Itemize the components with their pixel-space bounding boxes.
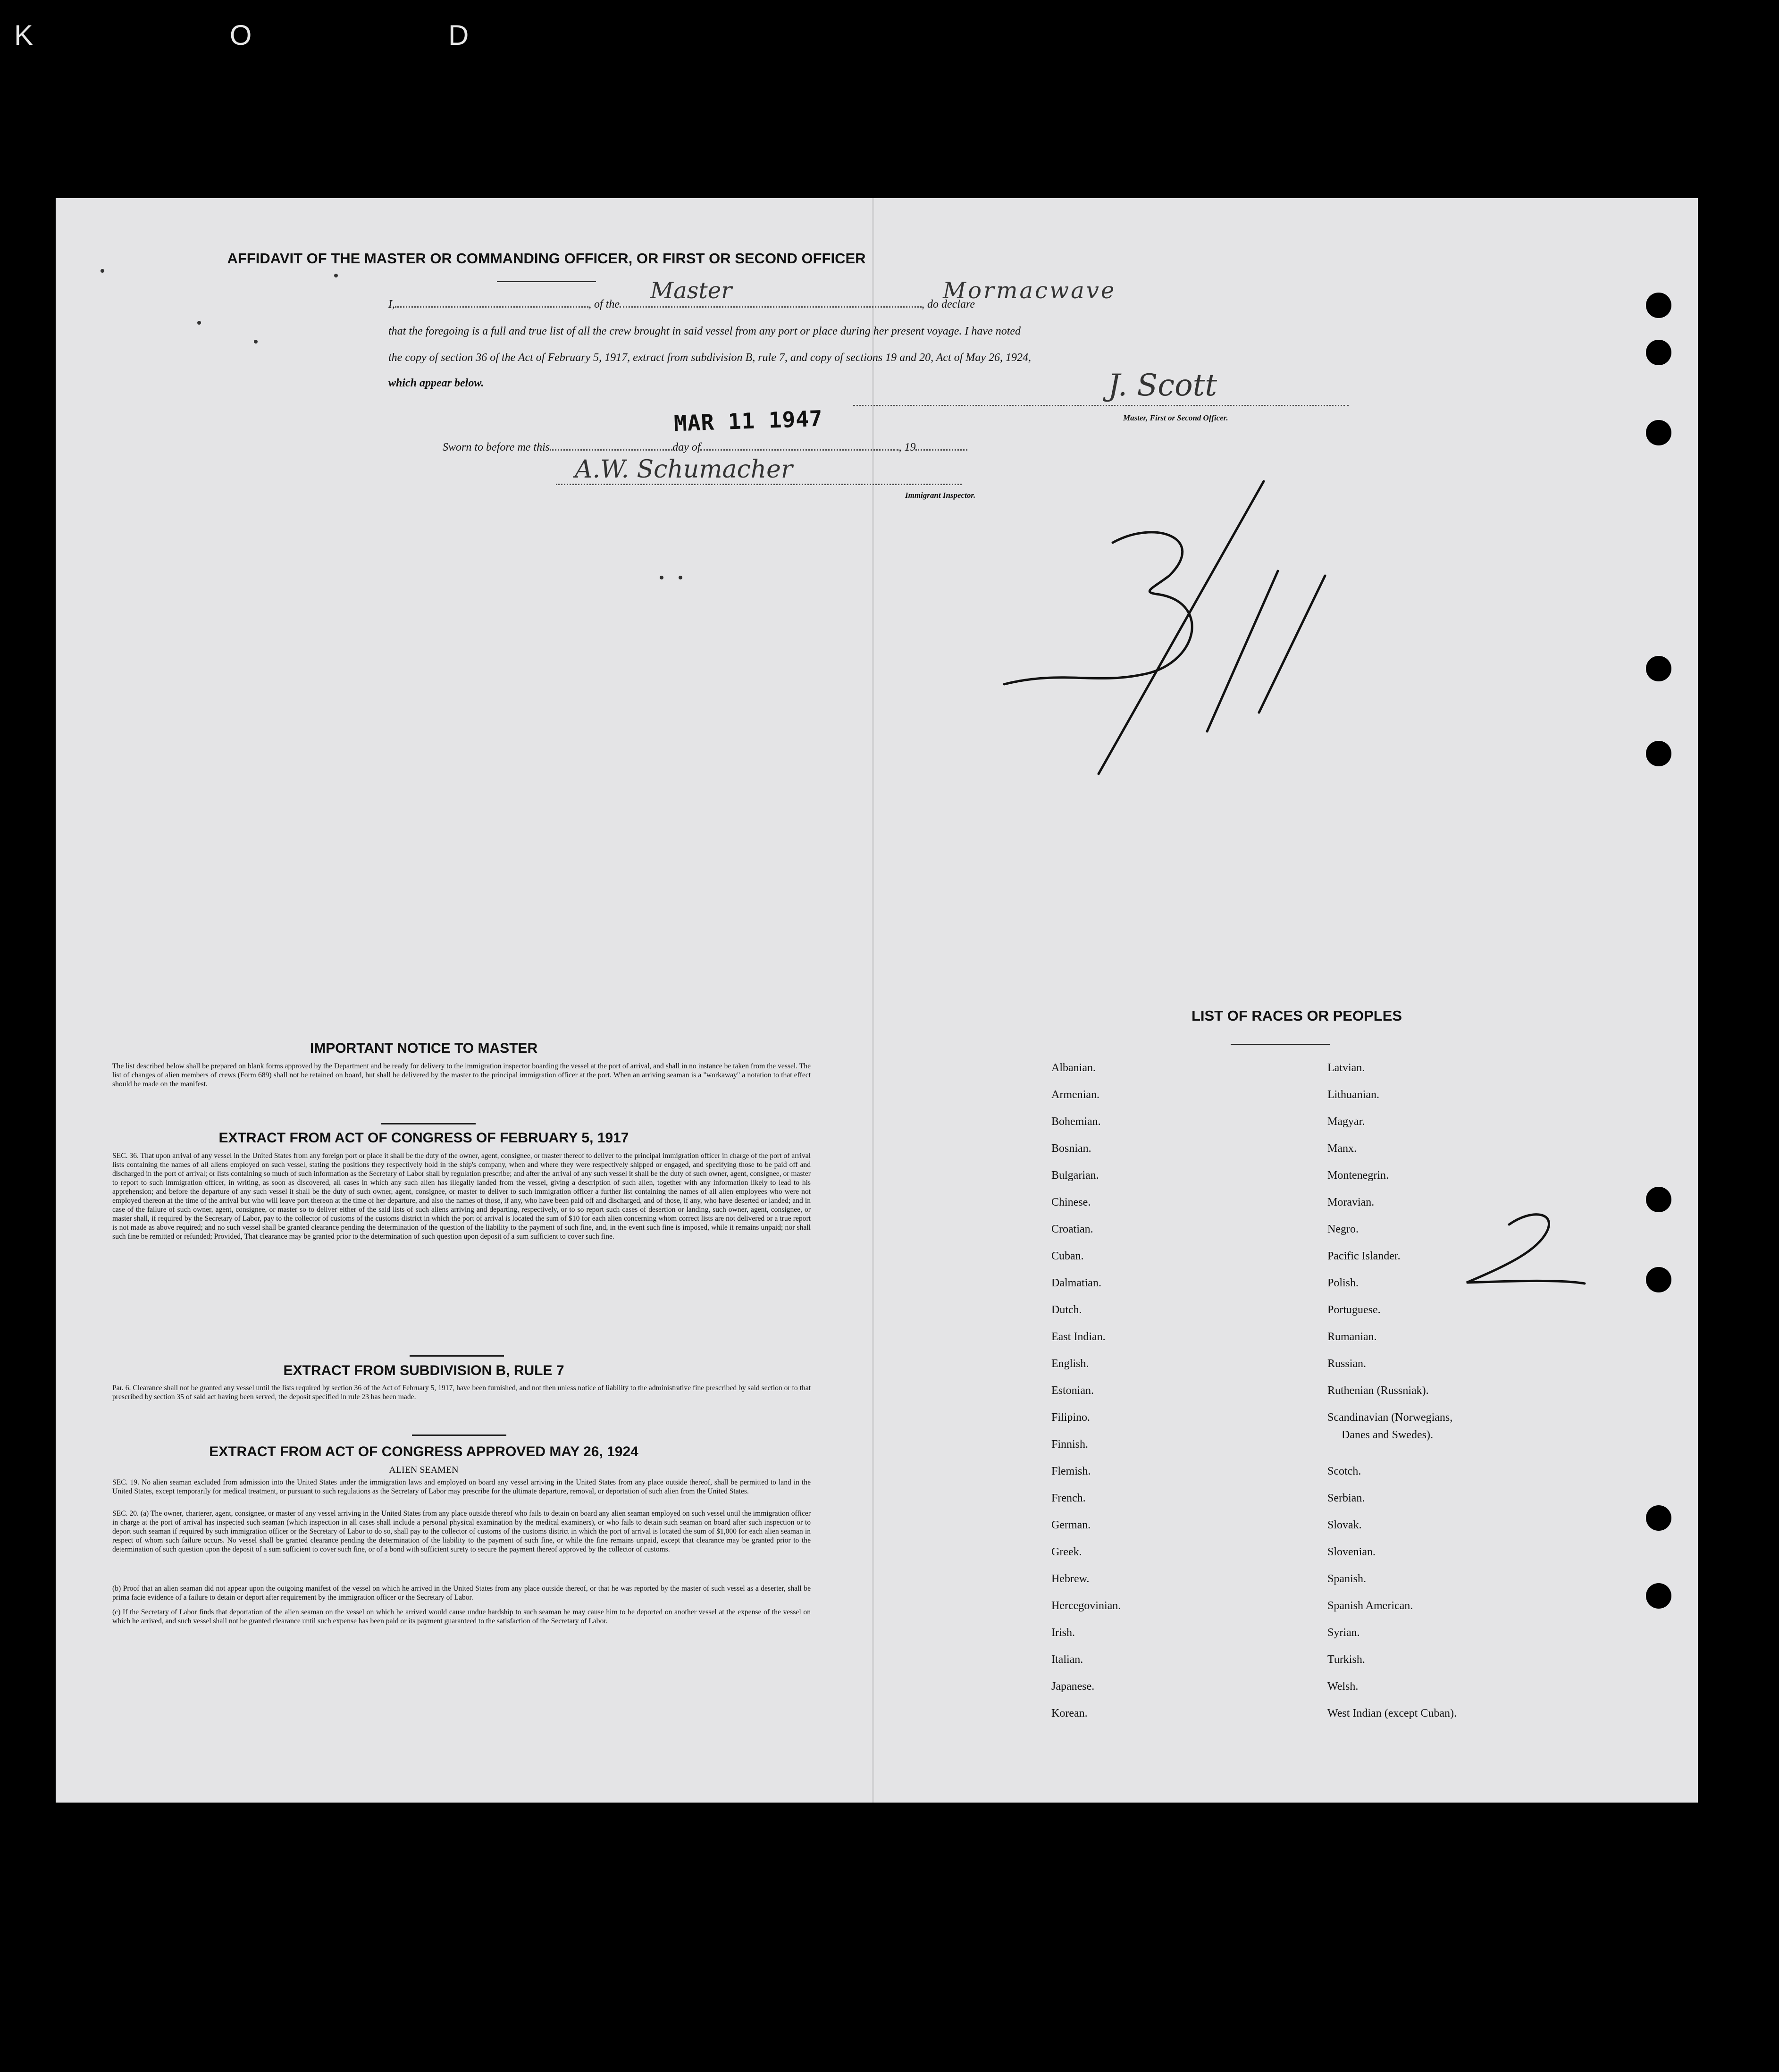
notice-title: IMPORTANT NOTICE TO MASTER: [310, 1040, 538, 1056]
race-item: Cuban.: [1051, 1250, 1084, 1262]
race-item: Chinese.: [1051, 1196, 1091, 1208]
sec-20a-text: SEC. 20. (a) The owner, charterer, agent, consignee, or master of any vessel arriving in the United States from any place outside thereof who fails to detain on board any alien seaman employed on such vessel until the immigration officer in charge at the port of arrival has inspected such seaman (which inspection in all cases shall include a personal physical examination by the medical examiners), or who fails to detain such seaman on board after such inspection or to deport such seaman if required by such immigration officer or the Secretary of Labor to do so, shall pay to the collector of customs of the customs district in which the port of arrival is located the sum of $1,000 for each alien seaman in respect of whom such failure occurs. No vessel shall be granted clearance pending the determination of the liability to the payment of such fine, or while the fine remains unpaid, except that clearance may be granted prior to the determination of such question upon the deposit of a sum sufficient to cover such fine, or of a bond with sufficient surety to secure the payment thereof approved by the collector of customs.: [112, 1510, 811, 1553]
master-signature: J. Scott: [1108, 368, 1217, 403]
race-item: Magyar.: [1327, 1116, 1365, 1128]
race-item: Finnish.: [1051, 1438, 1089, 1451]
race-item: West Indian (except Cuban).: [1327, 1707, 1457, 1720]
race-item: Montenegrin.: [1327, 1169, 1389, 1182]
subdivision-b-text: Par. 6. Clearance shall not be granted any vessel until the lists required by section 36 of the Act of February 5, 1917, have been furnished, and not then unless notice of liability to the administrative fine prescribed by said section or to that prescribed by section 35 of said act having been served, the deposit specified in rule 23 has been made.: [112, 1384, 811, 1401]
race-item: Latvian.: [1327, 1062, 1365, 1074]
race-item: Irish.: [1051, 1627, 1075, 1639]
document-page: [56, 198, 1698, 1803]
race-item: Negro.: [1327, 1223, 1359, 1235]
races-column-1: [1051, 1062, 1121, 1734]
handwritten-vessel: Mormacwave: [943, 277, 1116, 304]
race-item: Manx.: [1327, 1142, 1357, 1155]
affidavit-of-the: , of the: [588, 298, 620, 310]
handwritten-2: [1467, 1215, 1585, 1283]
race-item: Flemish.: [1051, 1465, 1091, 1477]
race-item: German.: [1051, 1519, 1091, 1531]
race-item: Croatian.: [1051, 1223, 1093, 1235]
inspector-caption: Immigrant Inspector.: [905, 491, 976, 500]
race-item: Albanian.: [1051, 1062, 1096, 1074]
race-item: Dutch.: [1051, 1304, 1082, 1316]
race-item: Polish.: [1327, 1277, 1359, 1289]
extract-1924-title: EXTRACT FROM ACT OF CONGRESS APPROVED MAY 26, 1924: [209, 1444, 638, 1460]
race-item: French.: [1051, 1492, 1086, 1504]
handwritten-3-11: [1004, 481, 1325, 774]
affidavit-line-3: the copy of section 36 of the Act of February 5, 1917, extract from subdivision B, rule 7, and copy of sections 19 and 20, Act of May 26, 1924,: [388, 352, 1032, 364]
race-item: Lithuanian.: [1327, 1089, 1379, 1101]
race-item: Moravian.: [1327, 1196, 1375, 1208]
race-item: Korean.: [1051, 1707, 1088, 1720]
corner-marks: K O D: [14, 19, 563, 51]
races-column-2: [1327, 1062, 1457, 1734]
sworn-text: Sworn to before me this: [443, 441, 550, 453]
inspector-signature: A.W. Schumacher: [575, 455, 793, 484]
race-item: Slovenian.: [1327, 1546, 1376, 1558]
race-item: Armenian.: [1051, 1089, 1099, 1101]
affidavit-line-4: which appear below.: [388, 377, 484, 389]
race-item: Dalmatian.: [1051, 1277, 1101, 1289]
race-item: Hercegovinian.: [1051, 1600, 1121, 1612]
master-caption: Master, First or Second Officer.: [1123, 413, 1228, 422]
race-item: Serbian.: [1327, 1492, 1365, 1504]
section-rule: [412, 1434, 506, 1436]
extract-1917-title: EXTRACT FROM ACT OF CONGRESS OF FEBRUARY 5, 1917: [218, 1130, 629, 1146]
race-item: Rumanian.: [1327, 1331, 1377, 1343]
races-rule: [1231, 1044, 1330, 1045]
race-item: Greek.: [1051, 1546, 1082, 1558]
race-item: Spanish.: [1327, 1573, 1367, 1585]
notice-text: The list described below shall be prepared on blank forms approved by the Department and be ready for delivery to the immigration inspector boarding the vessel at the port of arrival, and shall in no instance be taken from the vessel. The list of changes of alien members of crews (Form 689) shall not be retained on board, but shall be delivered by the master to the principal immigration officer at the port. When an arriving seaman is a "workaway" a notation to that effect should be made on the manifest.: [112, 1062, 811, 1088]
race-item: Welsh.: [1327, 1680, 1359, 1693]
subdivision-b-title: EXTRACT FROM SUBDIVISION B, RULE 7: [283, 1363, 564, 1378]
race-item: Syrian.: [1327, 1627, 1360, 1639]
day-of-text: day of: [672, 441, 701, 453]
sec-20b-text: (b) Proof that an alien seaman did not appear upon the outgoing manifest of the vessel on which he arrived in the United States from any place outside thereof, or that he was reported by the master of such vessel as a deserter, shall be prima facie evidence of a failure to detain or deport after requirement by the immigration officer or the Secretary of Labor.: [112, 1585, 811, 1602]
race-item: Estonian.: [1051, 1384, 1094, 1397]
year-prefix: , 19: [898, 441, 916, 453]
extract-1924-subtitle: ALIEN SEAMEN: [389, 1465, 459, 1475]
affidavit-line-2: that the foregoing is a full and true list of all the crew brought in said vessel from any port or place during her present voyage. I have noted: [388, 325, 1021, 337]
sec-20c-text: (c) If the Secretary of Labor finds that deportation of the alien seaman on the vessel on which he arrived would cause undue hardship to such seaman he may cause him to be deported on another vessel at the expense of the vessel on which he arrived, and such vessel shall not be granted clearance until such expense has been paid or its payment guaranteed to the satisfaction of the Secretary of Labor.: [112, 1608, 811, 1625]
race-item: Filipino.: [1051, 1411, 1091, 1424]
race-item: Bosnian.: [1051, 1142, 1091, 1155]
section-rule: [410, 1355, 504, 1357]
race-item: East Indian.: [1051, 1331, 1106, 1343]
race-item: Japanese.: [1051, 1680, 1095, 1693]
race-item: Bulgarian.: [1051, 1169, 1099, 1182]
section-rule: [381, 1123, 476, 1124]
date-stamp: MAR 11 1947: [673, 405, 823, 436]
race-item: Spanish American.: [1327, 1600, 1413, 1612]
sec-19-text: SEC. 19. No alien seaman excluded from admission into the United States under the immigration laws and employed on board any vessel arriving in the United States from any place outside thereof, shall be permitted to land in the United States, except temporarily for medical treatment, or pursuant to such regulations as the Secretary of Labor may prescribe for the ultimate departure, removal, or deportation of such alien from the United States.: [112, 1478, 811, 1495]
race-item: Pacific Islander.: [1327, 1250, 1401, 1262]
race-item: Scotch.: [1327, 1465, 1361, 1477]
race-item: Slovak.: [1327, 1519, 1362, 1531]
race-item: Italian.: [1051, 1653, 1083, 1666]
race-item: Portuguese.: [1327, 1304, 1381, 1316]
handwritten-rank: Master: [650, 277, 732, 304]
extract-1917-text: SEC. 36. That upon arrival of any vessel in the United States from any foreign port or place it shall be the duty of the owner, agent, consignee, or master thereof to deliver to the principal immigration officer in charge of the port of arrival lists containing the names of all aliens employed on such vessel, stating the positions they respectively hold in the ship's company, when and where they were respectively shipped or engaged, and specifying those to be paid off and discharged in the port of arrival; or lists containing so much of such information as the Secretary of Labor shall by regulation prescribe; and after the arrival of any such vessel it shall be the duty of such owner, agent, consignee, or master to report to such immigration officer, in writing, as soon as discovered, all cases in which any such alien has illegally landed from the vessel, giving a description of such alien, together with any information likely to lead to his apprehension; and before the departure of any such vessel it shall be the duty of such owner, agent, consignee, or master to deliver to such immigration officer a further list containing the names of all alien employees who were not employed thereon at the time of the arrival but who will leave port thereon at the time of her departure, and also the names of those, if any, who have been paid off and discharged, and of those, if any, who have deserted or landed; and in case of the failure of such owner, agent, consignee, or master so to deliver either of the said lists of such aliens arriving and departing, respectively, or to so report such cases of desertion or landing, such owner, agent, consignee, or master shall, if required by the Secretary of Labor, pay to the collector of customs of the customs district in which the port of arrival is located the sum of $10 for each alien concerning whom correct lists are not delivered or a true report is not made as above required; and no such vessel shall be granted clearance pending the determination of the question of the liability to the payment of such fine, and, in the event such fine is imposed, while it remains unpaid; nor shall such fine be remitted or refunded; Provided, That clearance may be granted prior to the determination of such question upon deposit of a sum sufficient to cover such fine.: [112, 1152, 811, 1241]
race-item: Hebrew.: [1051, 1573, 1090, 1585]
race-item: Scandinavian (Norwegians,: [1327, 1411, 1453, 1424]
affidavit-i: I,: [388, 298, 395, 310]
races-title: LIST OF RACES OR PEOPLES: [1191, 1007, 1402, 1024]
race-item: Bohemian.: [1051, 1116, 1101, 1128]
race-item: Turkish.: [1327, 1653, 1365, 1666]
race-item: Ruthenian (Russniak).: [1327, 1384, 1429, 1397]
race-item: Russian.: [1327, 1358, 1367, 1370]
affidavit-declare: , do declare: [922, 298, 975, 310]
affidavit-title: AFFIDAVIT OF THE MASTER OR COMMANDING OFFICER, OR FIRST OR SECOND OFFICER: [227, 250, 866, 267]
race-item: English.: [1051, 1358, 1089, 1370]
race-item: Danes and Swedes).: [1342, 1429, 1433, 1441]
